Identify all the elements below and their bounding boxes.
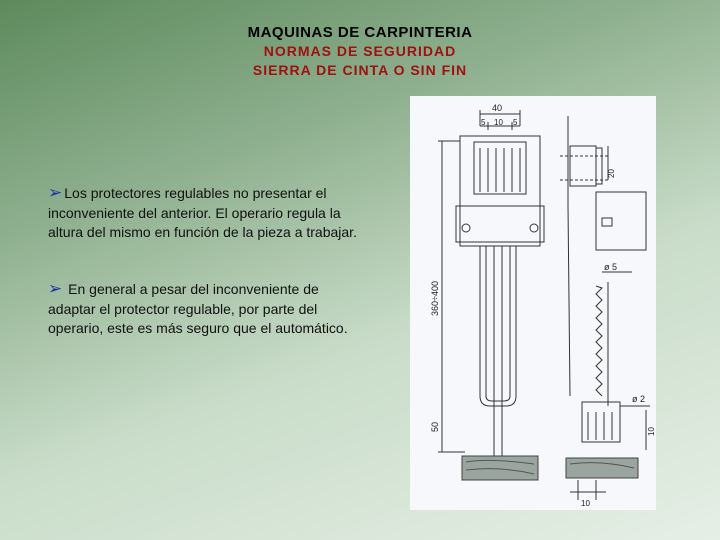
dimension-top <box>480 103 520 130</box>
workpiece-front <box>462 456 538 480</box>
blade-guard-technical-drawing <box>410 96 656 510</box>
dim-10-label: 10 <box>494 118 503 127</box>
bullet-item-2 <box>48 279 368 339</box>
dim-10-base-label: 10 <box>581 499 590 508</box>
page-title: MAQUINAS DE CARPINTERIA <box>247 24 473 41</box>
dim-10-side-label: 10 <box>647 427 656 436</box>
dim-40-label: 40 <box>492 103 503 113</box>
dim-diameter2-label: ø 2 <box>632 394 646 404</box>
arrow-bullet-icon: ➢ <box>48 279 63 298</box>
bullet-item-1 <box>48 183 368 243</box>
bullet-text-2: En general a pesar del inconveniente de adaptar el protector regulable, por parte del operario, este es más seguro que el automático. <box>48 281 348 336</box>
dim-50-label: 50 <box>430 421 440 432</box>
dim-height-label: 360÷400 <box>430 281 440 316</box>
workpiece-side <box>566 458 638 508</box>
dim-5a-label: 5 <box>481 118 486 127</box>
dim-5b-label: 5 <box>513 118 518 127</box>
arrow-bullet-icon: ➢ <box>48 183 63 202</box>
dim-diameter5-label: ø 5 <box>604 262 618 272</box>
page-subtitle-machine: SIERRA DE CINTA O SIN FIN <box>252 62 468 78</box>
bullet-text-1: Los protectores regulables no presentar el inconveniente del anterior. El operario regula la altura del mismo en función de la pieza a trabajar. <box>48 185 357 240</box>
guard-front-view <box>456 136 544 456</box>
guard-side-view <box>560 116 656 450</box>
page-subtitle-safety: NORMAS DE SEGURIDAD <box>263 43 457 59</box>
dim-20-label: 20 <box>607 169 616 178</box>
